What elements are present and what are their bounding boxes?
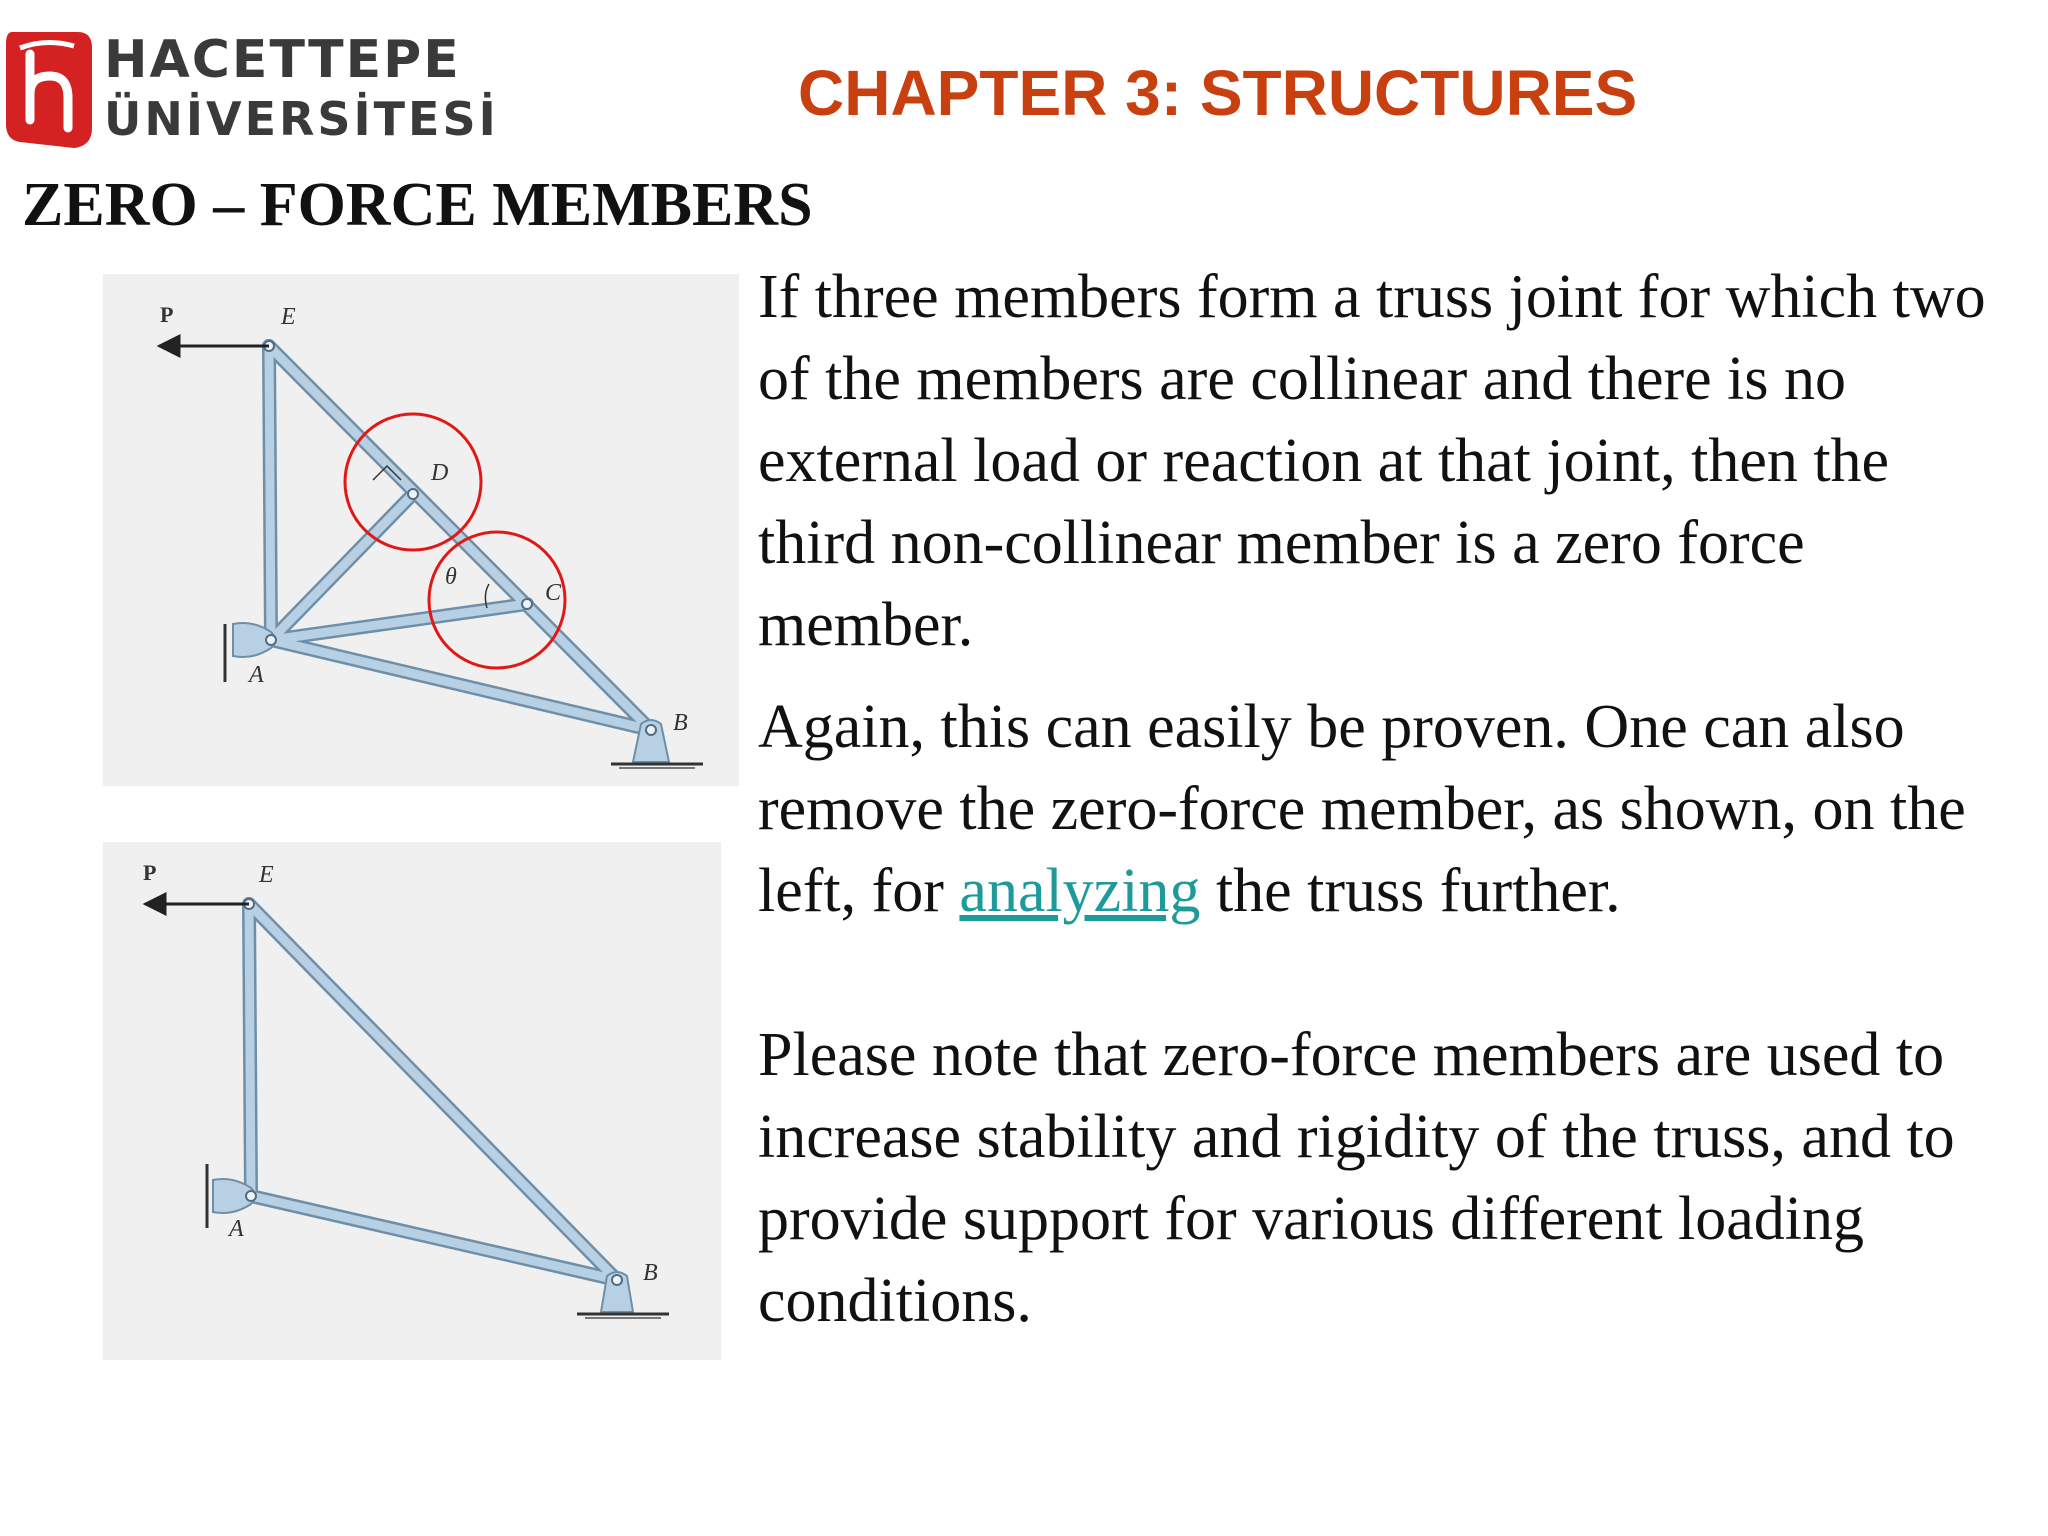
analyzing-link[interactable]: analyzing	[959, 857, 1201, 925]
label-a: A	[229, 1216, 244, 1242]
label-b: B	[643, 1260, 658, 1286]
logo-text-line1: HACETTEPE	[104, 30, 461, 90]
label-p: P	[160, 302, 174, 327]
chapter-title: CHAPTER 3: STRUCTURES	[798, 57, 1638, 129]
paragraph-stability-note: Please note that zero-force members are used to increase stability and rigidity of the truss, and to provide support for various different loading conditions.	[758, 1021, 1955, 1335]
label-theta: θ	[445, 564, 457, 590]
paragraph-text-after-link: the truss further.	[1200, 857, 1621, 925]
section-title: ZERO – FORCE MEMBERS	[22, 171, 813, 239]
university-logo	[0, 24, 499, 154]
label-d: D	[431, 460, 449, 486]
truss-figure-without-zero-force-members	[103, 842, 721, 1360]
label-c: C	[545, 580, 562, 606]
truss-figure-with-zero-force-members	[103, 274, 739, 786]
label-p: P	[143, 860, 157, 885]
truss-diagram-2	[103, 842, 721, 1360]
label-e: E	[259, 862, 274, 888]
paragraph-text-before-link: Again, this can easily be proven. One can also remove the zero-force member, as shown, on the left, for	[758, 693, 1966, 925]
paragraph-remove-member	[758, 686, 1988, 932]
label-b: B	[673, 710, 688, 736]
logo-text-line2: ÜNİVERSİTESİ	[104, 92, 499, 146]
university-emblem-icon	[0, 24, 100, 154]
label-a: A	[249, 662, 264, 688]
label-e: E	[281, 304, 296, 330]
paragraph-zero-force-rule: If three members form a truss joint for which two of the members are collinear and there is no external load or reaction at that joint, then the third non-collinear member is a zero force member.	[758, 263, 1986, 659]
truss-diagram-1	[103, 274, 739, 786]
